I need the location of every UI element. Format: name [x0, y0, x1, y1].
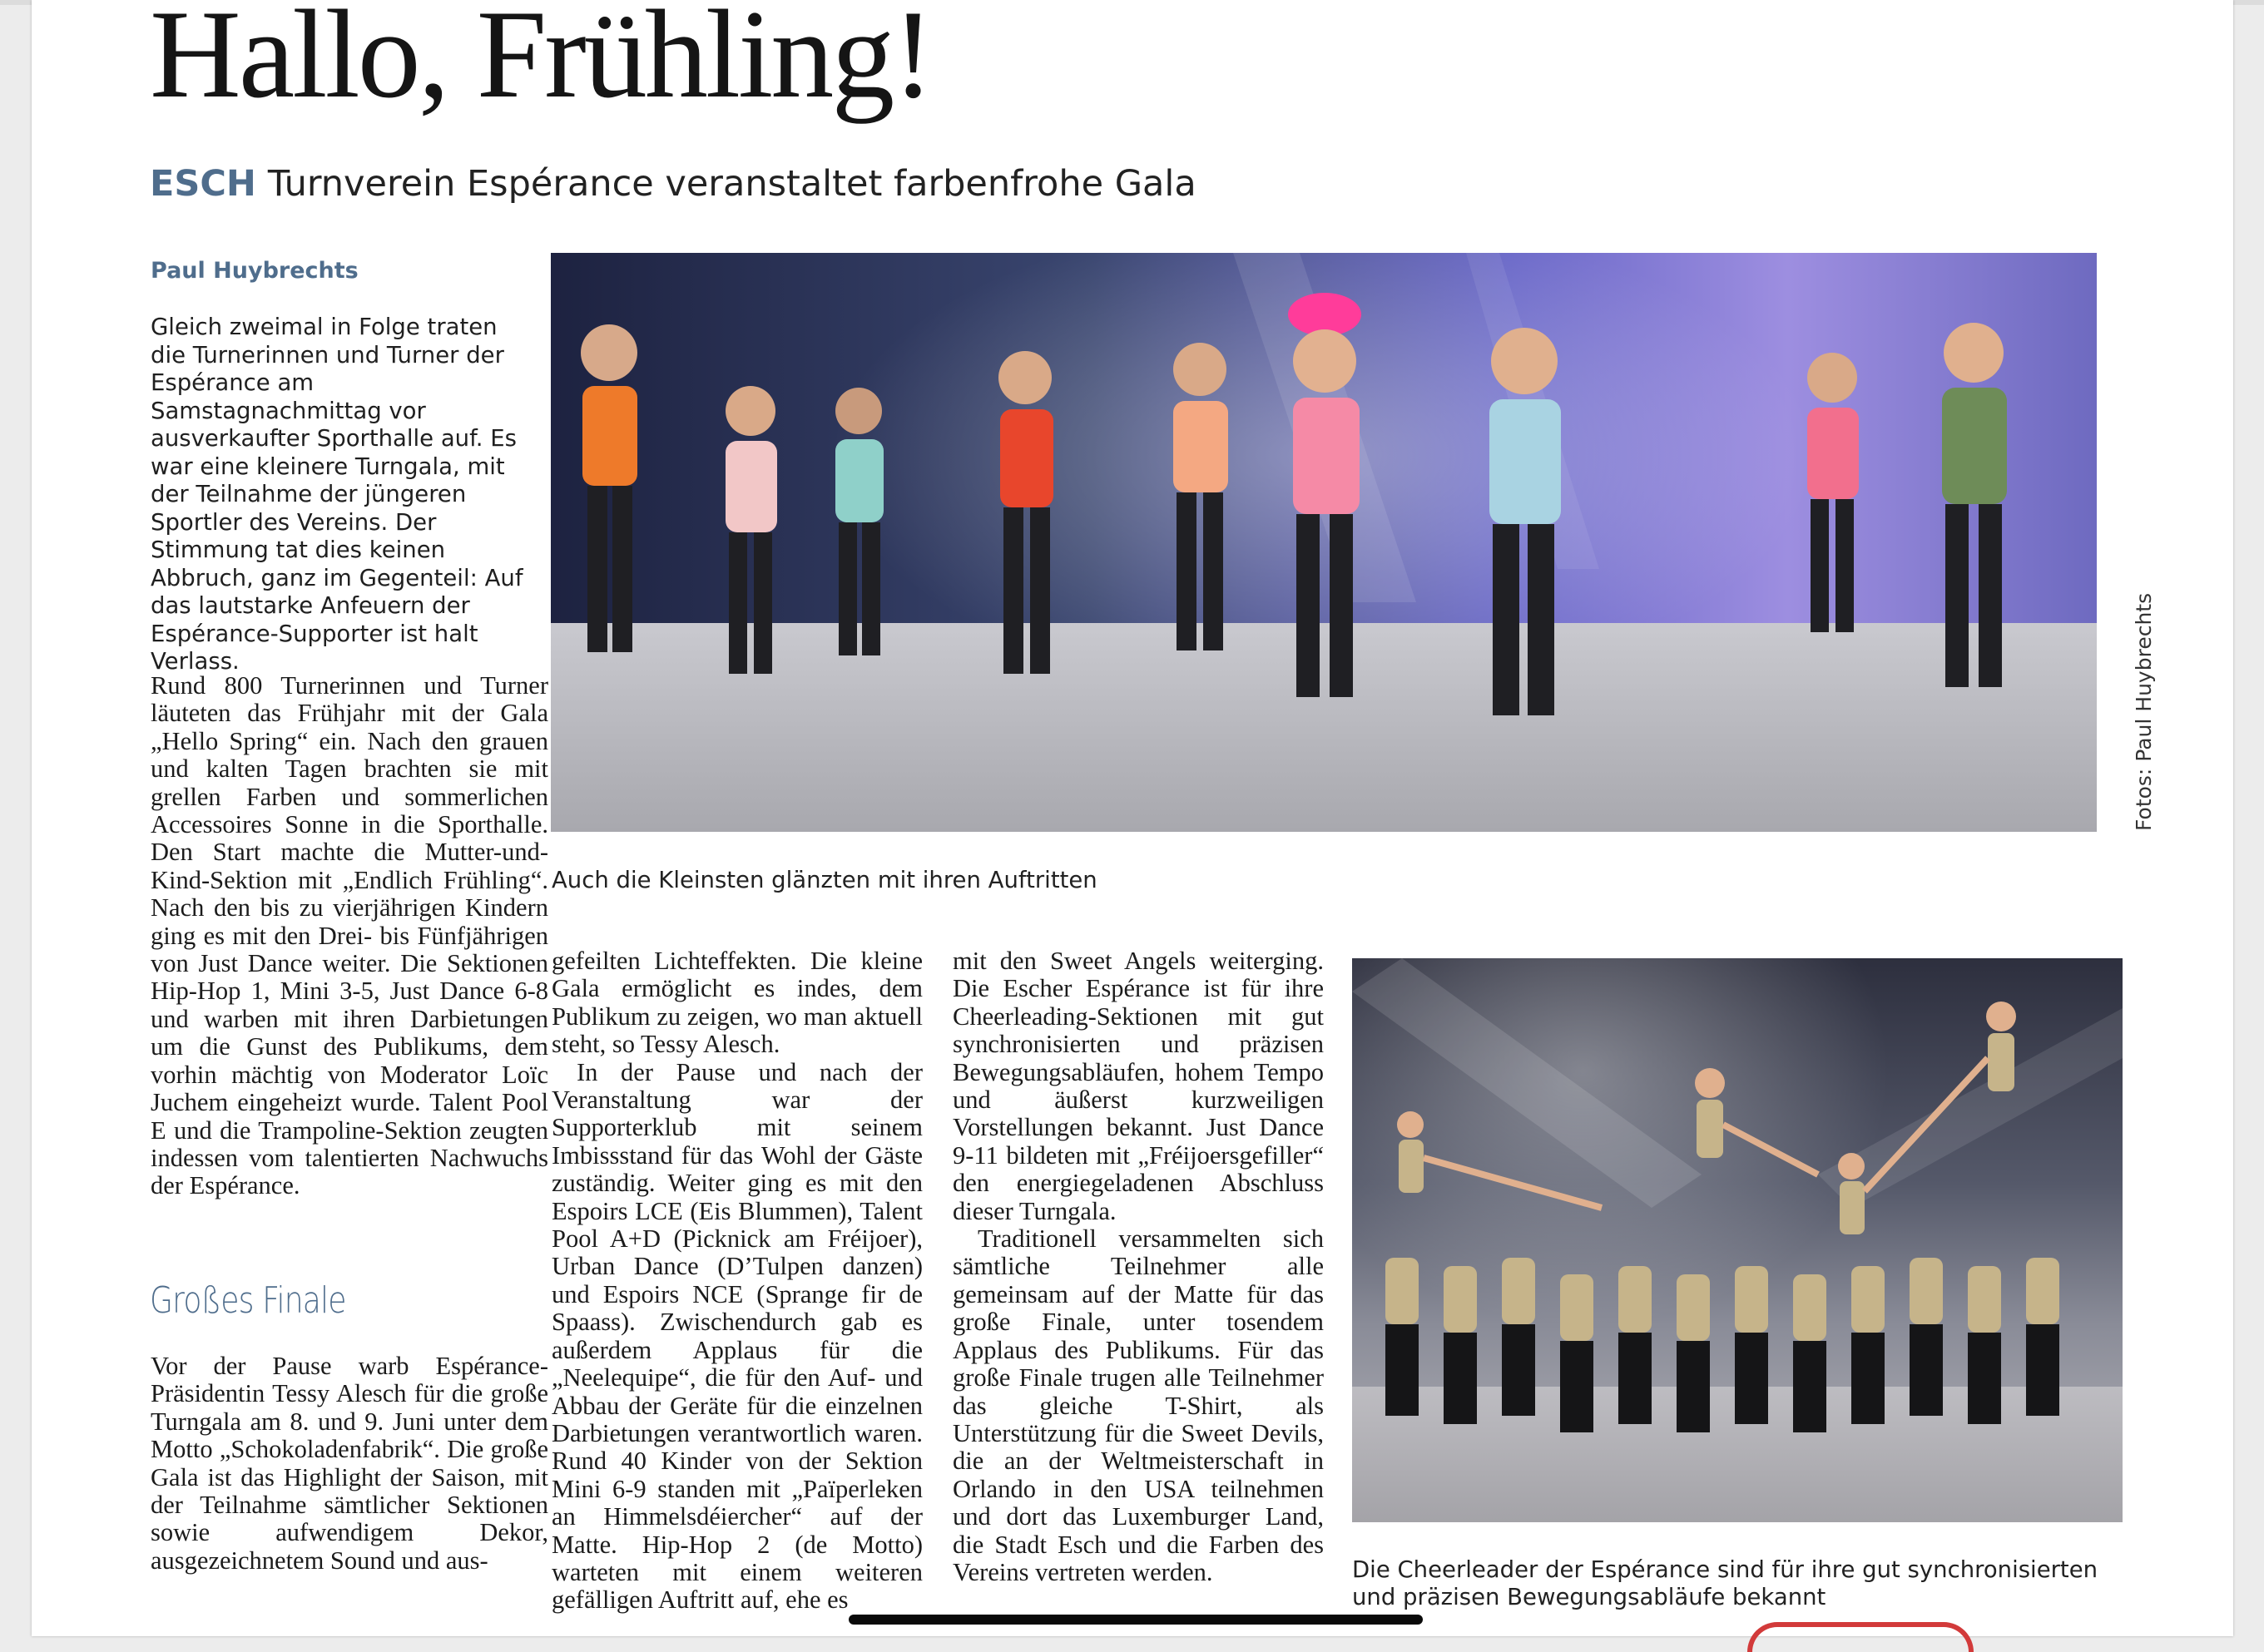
body-column-2 — [552, 947, 923, 1615]
body-paragraph: Vor der Pause warb Espérance-Präsidentin Tessy Alesch für die große Turngala am 8. und 9. Juni unter dem Motto „Schokoladenfabrik“. Die große Gala ist das Highlight der Saison, mit der Teilnahme sämtlicher Sektionen sowie aufwendigem Dekor, ausgezeichnetem Sound und aus- — [151, 1352, 548, 1575]
body-paragraph: Traditionell versammelten sich sämtliche Teilnehmer alle gemeinsam auf der Matte für das große Finale, unter tosendem Applaus des Publikums. Für das große Finale trugen alle Teilnehmer das gleiche T-Shirt, als Unterstützung für die Sweet Devils, die an der Weltmeisterschaft in Orlando in den USA teilnehmen und dort das Luxemburger Land, die Stadt Esch und die Farben des Vereins vertreten werden. — [953, 1224, 1324, 1586]
child-figure — [1807, 353, 1859, 632]
author-byline: Paul Huybrechts — [151, 258, 359, 284]
kicker: ESCH — [150, 163, 256, 205]
child-figure — [581, 324, 637, 652]
photo-caption-1: Auch die Kleinsten glänzten mit ihren Auftritten — [552, 867, 1097, 893]
subheadline — [150, 163, 1196, 205]
body-paragraph: mit den Sweet Angels weiterging. Die Escher Espérance ist für ihre Cheerleading-Sektionen mit gut synchronisierten und präzisen Bewegungsabläufen, hohem Tempo und äußerst kurzweiligen Vorstellungen bekannt. Just Dance 9-11 bildeten mit „Fréijoersgefiller“ den energiegeladenen Abschluss dieser Turngala. — [953, 947, 1324, 1225]
dancers-illustration — [551, 253, 2097, 832]
child-figure — [726, 386, 777, 674]
photo-children-dancing — [551, 253, 2097, 832]
page-corner-logo — [1747, 1622, 1974, 1652]
child-figure — [1288, 293, 1361, 697]
section-subheading: Großes Finale — [150, 1279, 346, 1322]
child-figure — [835, 388, 884, 655]
photo-credit: Fotos: Paul Huybrechts — [2132, 592, 2156, 831]
body-paragraph: In der Pause und nach der Veranstaltung war der Supporterklub mit seinem Imbissstand für das Wohl der Gäste zuständig. Weiter ging es mit den Espoirs LCE (Eis Blummen), Talent Pool A+D (Picknick am Fréijoer), Urban Dance (D’Tulpen danzen) und Espoirs NCE (Sprange fir de Spaass). Zwischendurch gab es außerdem Applaus für die „Neelequipe“, die für den Auf- und Abbau der Geräte für die einzelnen Darbietungen verantwortlich waren. Rund 40 Kinder von der Sektion Mini 6-9 standen mit „Païperleken an Himmelsdéiercher“ auf der Matte. Hip-Hop 2 (de Motto) warteten mit einem weiteren gefälligen Auftritt auf, ehe es — [552, 1057, 923, 1615]
body-column-1-continued — [151, 1353, 548, 1575]
lead-paragraph: Gleich zweimal in Folge traten die Turnerinnen und Turner der Espérance am Samstagnachmittag vor ausverkaufter Sporthalle auf. Es war eine kleinere Turngala, mit der Teilnahme der jüngeren Sportler des Vereins. Der Stimmung tat dies keinen Abbruch, ganz im Gegenteil: Auf das lautstarke Anfeuern der Espérance-Supporter ist halt Verlass. — [151, 314, 523, 675]
cheerleaders-illustration — [1352, 958, 2123, 1522]
cheerleader-legs — [1385, 1324, 2059, 1432]
photo-cheerleaders — [1352, 958, 2123, 1522]
child-figure — [998, 351, 1053, 674]
home-indicator[interactable] — [849, 1615, 1423, 1625]
body-paragraph: Rund 800 Turnerinnen und Turner läuteten das Frühjahr mit der Gala „Hello Spring“ ein. Nach den grauen und kalten Tagen brachten sie mit grellen Farben und sommerlichen Accessoires Sonne in die Sporthalle. Den Start machte die Mutter-und-Kind-Sektion mit „Endlich Frühling“. Nach den bis zu vierjährigen Kindern ging es mit den Drei- bis Fünfjährigen von Just Dance weiter. Die Sektionen Hip-Hop 1, Mini 3-5, Just Dance 6-8 und warben mit ihren Darbietungen um die Gunst des Publikums, dem vorhin mächtig von Moderator Loïc Juchem eingeheizt wurde. Talent Pool E und die Trampoline-Sektion zeugten indessen vom talentierten Nachwuchs der Espérance. — [151, 671, 548, 1200]
cheerleader-row — [1385, 1258, 2059, 1341]
child-figure — [1173, 343, 1228, 650]
body-paragraph: gefeilten Lichteffekten. Die kleine Gala ermöglicht es indes, dem Publikum zu zeigen, wo man aktuell steht, so Tessy Alesch. — [552, 947, 923, 1059]
subheadline-text: Turnverein Espérance veranstaltet farbenfrohe Gala — [267, 163, 1196, 205]
body-column-1 — [151, 672, 548, 1200]
newspaper-page — [32, 0, 2233, 1636]
photo-caption-2: Die Cheerleader der Espérance sind für ihre gut synchronisierten und präzisen Bewegungsabläufe bekannt — [1352, 1556, 2098, 1610]
headline: Hallo, Frühling! — [150, 0, 932, 124]
child-figure — [1489, 328, 1561, 715]
body-column-3 — [953, 947, 1324, 1586]
child-figure — [1942, 323, 2007, 687]
